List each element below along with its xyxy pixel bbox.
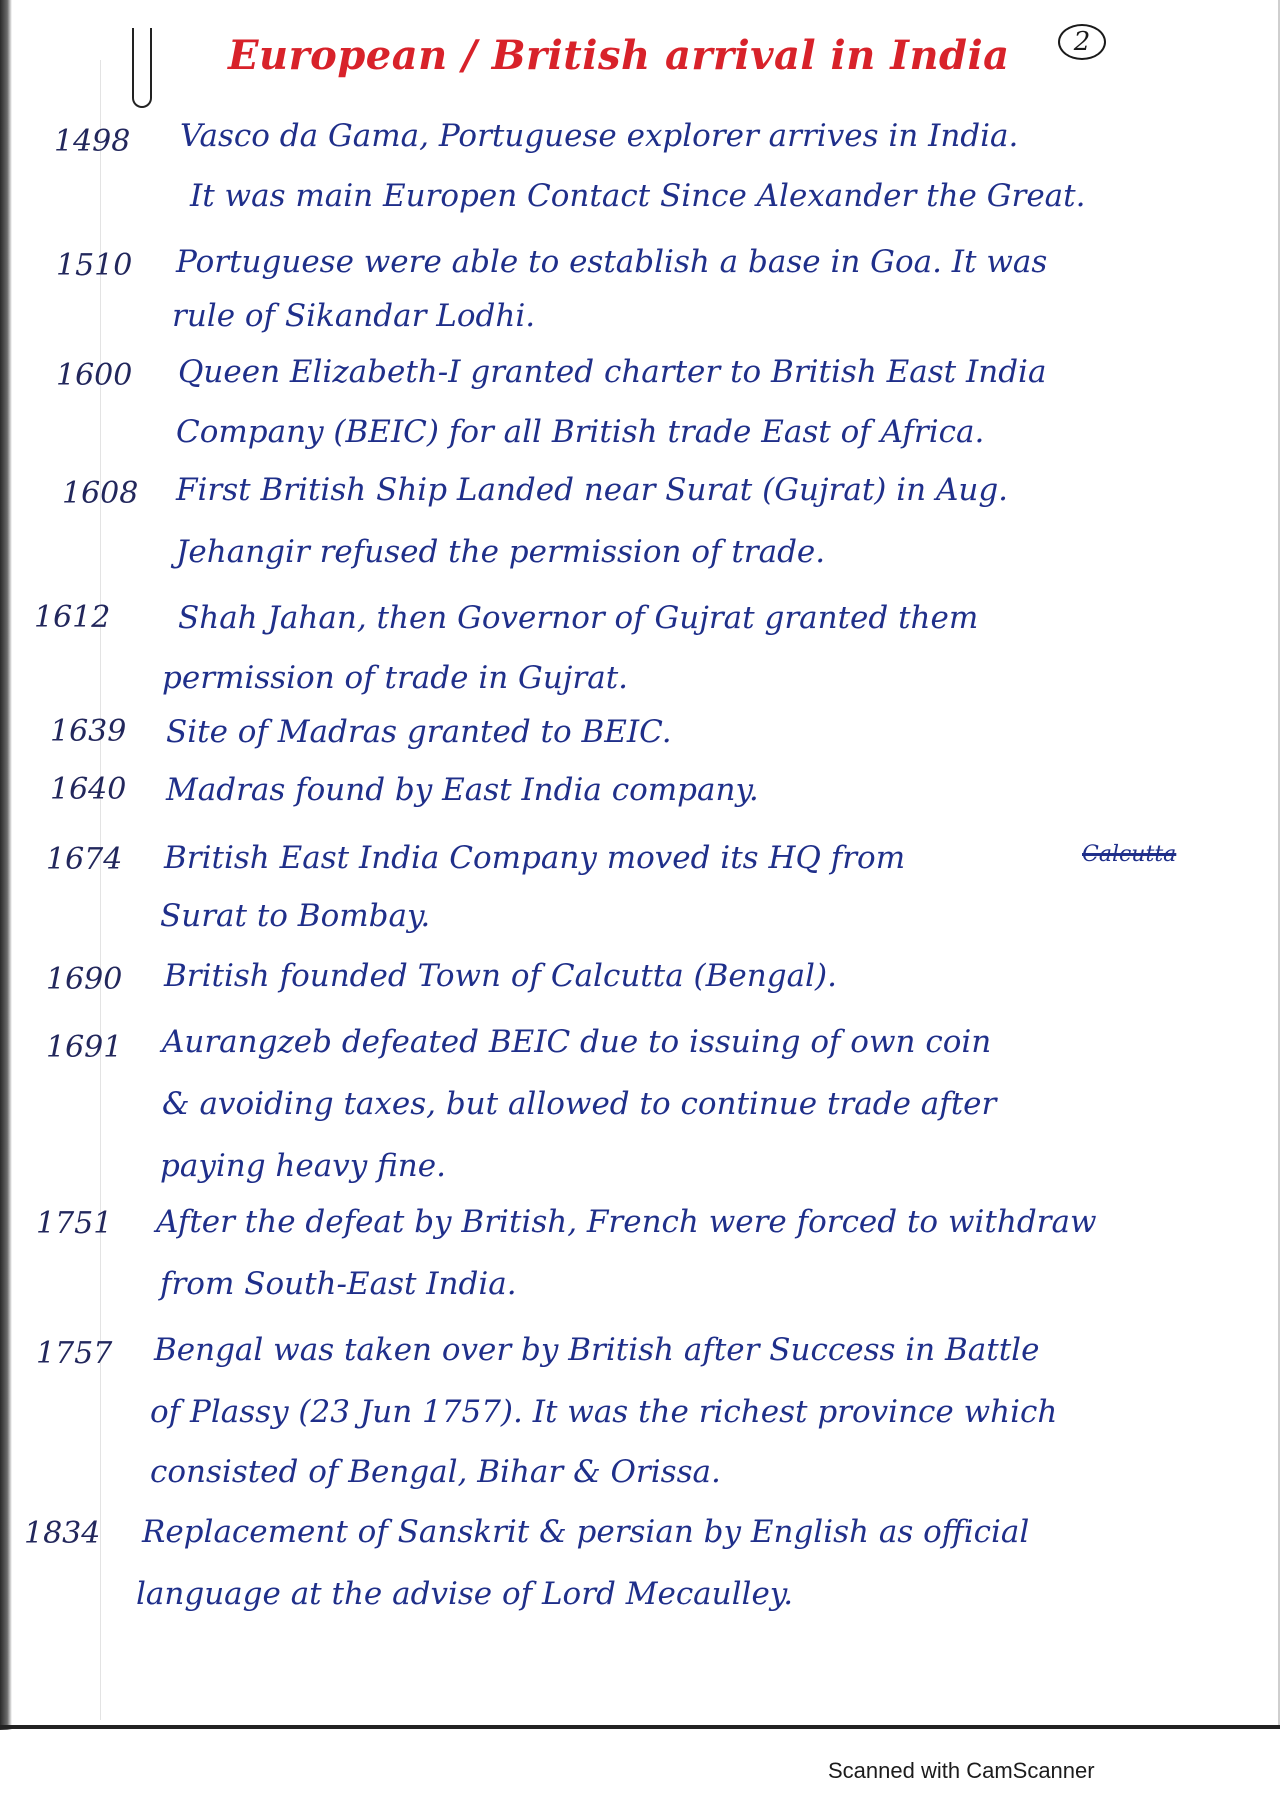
entry-year: 1600 (56, 358, 133, 393)
entry-line: Vasco da Gama, Portuguese explorer arrives in India. (180, 118, 1019, 154)
entry-line: First British Ship Landed near Surat (Gujrat) in Aug. (176, 472, 1009, 508)
entry-line: British East India Company moved its HQ from (164, 840, 906, 876)
struck-word: Calcutta (1082, 842, 1177, 867)
entry-year: 1510 (56, 248, 133, 283)
entry-line: & avoiding taxes, but allowed to continue trade after (162, 1086, 997, 1122)
entry-line: of Plassy (23 Jun 1757). It was the richest province which (150, 1394, 1058, 1430)
entry-year: 1612 (34, 600, 111, 635)
entry-year: 1674 (46, 842, 123, 877)
entry-line: Aurangzeb defeated BEIC due to issuing of own coin (162, 1024, 992, 1060)
entry-line: paying heavy fine. (160, 1148, 446, 1184)
entry-line: It was main Europen Contact Since Alexander the Great. (190, 178, 1086, 214)
entry-year: 1751 (36, 1206, 113, 1241)
entry-line: Site of Madras granted to BEIC. (166, 714, 672, 750)
entry-year: 1690 (46, 962, 123, 997)
entry-year: 1757 (36, 1336, 113, 1371)
entry-year: 1834 (24, 1516, 101, 1551)
entry-year: 1608 (62, 476, 139, 511)
entry-line: Madras found by East India company. (166, 772, 759, 808)
entry-line: from South-East India. (160, 1266, 517, 1302)
entry-year: 1640 (50, 772, 127, 807)
entry-line: permission of trade in Gujrat. (162, 660, 629, 696)
entry-line: Jehangir refused the permission of trade. (176, 534, 826, 570)
entry-year: 1691 (46, 1030, 123, 1065)
page-number (1058, 24, 1106, 60)
entry-line: Replacement of Sanskrit & persian by English as official (142, 1514, 1030, 1550)
entry-line: British founded Town of Calcutta (Bengal). (164, 958, 837, 994)
entry-line: language at the advise of Lord Mecaulley. (136, 1576, 794, 1612)
scan-left-edge (0, 0, 12, 1730)
entry-line: Company (BEIC) for all British trade East of Africa. (176, 414, 985, 450)
entry-line: Bengal was taken over by British after Success in Battle (154, 1332, 1040, 1368)
entry-line: Portuguese were able to establish a base in Goa. It was (176, 244, 1048, 280)
entry-line: After the defeat by British, French were forced to withdraw (156, 1204, 1097, 1240)
entry-year: 1639 (50, 714, 127, 749)
entry-line: rule of Sikandar Lodhi. (172, 298, 536, 334)
entry-year: 1498 (54, 124, 131, 159)
entry-line: consisted of Bengal, Bihar & Orissa. (150, 1454, 721, 1490)
page-number-text: 2 (1073, 27, 1091, 57)
margin-line (100, 60, 101, 1720)
entry-line: Shah Jahan, then Governor of Gujrat granted them (178, 600, 979, 636)
entry-line: Queen Elizabeth-I granted charter to British East India (178, 354, 1047, 390)
scanner-watermark: Scanned with CamScanner (828, 1758, 1095, 1783)
page-title: European / British arrival in India (228, 32, 1010, 79)
entry-line: Surat to Bombay. (160, 898, 431, 934)
page-bottom-edge (0, 1725, 1280, 1729)
binder-clip-mark (132, 28, 152, 108)
